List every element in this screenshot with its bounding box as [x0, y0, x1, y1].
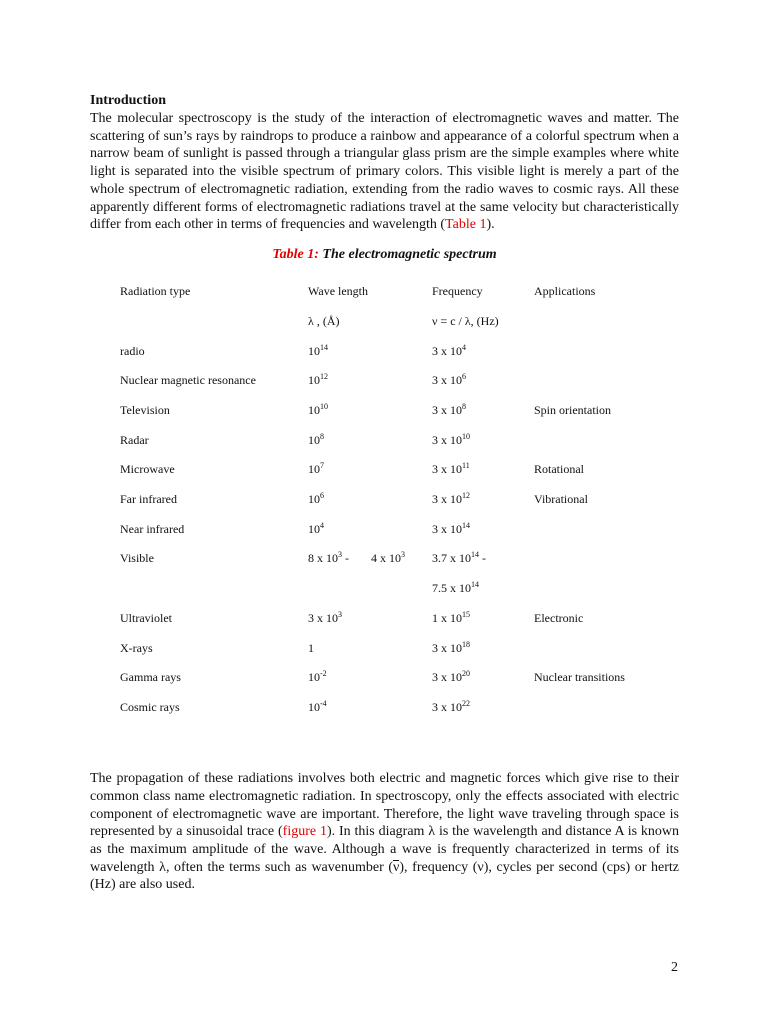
cell-radiation-type — [120, 514, 308, 544]
table-row — [120, 366, 654, 396]
cell-frequency — [432, 663, 534, 693]
cell-applications — [534, 366, 654, 396]
cell-applications — [534, 396, 654, 426]
table-row — [120, 633, 654, 663]
cell-text: 3 x 10 — [432, 462, 462, 477]
cell-applications — [534, 693, 654, 723]
table-row — [120, 425, 654, 455]
cell-wave-length — [308, 485, 432, 515]
page-number: 2 — [671, 960, 678, 975]
cell-text: Cosmic rays — [120, 699, 180, 714]
units-wave-length: λ , (Å) — [308, 313, 340, 328]
propagation-text-a: The propagation of these radiations involves both electric and magnetic forces which give rise to their common class name electromagnetic radiation. In spectroscopy, only the effects associated with electric component of electromagnetic wave are important. Therefore, the light wave traveling through space is represented by a sinusoidal trace ( — [90, 771, 679, 840]
cell-radiation-type — [120, 693, 308, 723]
document-page — [90, 92, 679, 894]
cell-text: 10 — [308, 492, 320, 507]
exponent: 11 — [462, 461, 470, 471]
cell-text: 10 — [308, 343, 320, 358]
exponent: 3 — [401, 550, 405, 560]
table-header-row — [120, 277, 654, 307]
units-applications — [534, 307, 654, 337]
cell-wave-length — [308, 693, 432, 723]
table-row — [120, 336, 654, 366]
exponent: 20 — [462, 669, 470, 679]
cell-text: 10 — [308, 403, 320, 418]
table-row — [120, 693, 654, 723]
cell-radiation-type — [120, 425, 308, 455]
cell-wave-length — [308, 633, 432, 663]
wavenumber-symbol: ν — [393, 859, 400, 875]
table-row — [120, 603, 654, 633]
exponent: 3 — [338, 609, 342, 619]
cell-applications — [534, 336, 654, 366]
cell-frequency — [432, 455, 534, 485]
cell-radiation-type — [120, 455, 308, 485]
cell-applications — [534, 455, 654, 485]
em-spectrum-table — [120, 277, 654, 722]
exponent: 6 — [320, 491, 324, 501]
propagation-text-c: ), frequency (ν), cycles per second (cps) or hertz (Hz) are also used. — [90, 859, 679, 893]
exponent: -2 — [320, 669, 327, 679]
table-row — [120, 485, 654, 515]
cell-text: Far infrared — [120, 492, 177, 507]
cell-frequency — [432, 633, 534, 663]
cell-applications — [534, 603, 654, 633]
cell-applications — [534, 633, 654, 663]
cell-wave-length — [308, 396, 432, 426]
exponent: 22 — [462, 698, 470, 708]
exponent: 14 — [462, 520, 470, 530]
header-radiation-type: Radiation type — [120, 284, 191, 299]
cell-applications — [534, 485, 654, 515]
cell-radiation-type — [120, 544, 308, 574]
cell-text: Microwave — [120, 462, 175, 477]
cell-radiation-type — [120, 603, 308, 633]
cell-frequency — [432, 396, 534, 426]
cell-text: 8 x 10 — [308, 551, 338, 566]
cell-applications — [534, 574, 654, 604]
cell-text: 3 x 10 — [432, 521, 462, 536]
cell-text: Rotational — [534, 462, 584, 477]
cell-text: Vibrational — [534, 492, 588, 507]
cell-wave-length — [308, 366, 432, 396]
header-applications: Applications — [534, 284, 596, 299]
cell-frequency — [432, 603, 534, 633]
exponent: -4 — [320, 698, 327, 708]
cell-text: 1 x 10 — [432, 610, 462, 625]
table-caption-title: The electromagnetic spectrum — [318, 246, 497, 262]
table-row — [120, 663, 654, 693]
cell-text: 1 — [308, 640, 314, 655]
section-heading: Introduction — [90, 93, 166, 108]
cell-frequency — [432, 336, 534, 366]
table-row — [120, 396, 654, 426]
exponent: 4 — [462, 342, 466, 352]
cell-radiation-type — [120, 366, 308, 396]
cell-wave-length — [308, 336, 432, 366]
header-frequency: Frequency — [432, 284, 483, 299]
cell-frequency — [432, 366, 534, 396]
range-dash: - — [342, 551, 349, 566]
table-caption — [90, 247, 679, 263]
cell-radiation-type — [120, 396, 308, 426]
cell-text: 10 — [308, 432, 320, 447]
cell-text: Nuclear transitions — [534, 670, 625, 685]
cell-text: 10 — [308, 462, 320, 477]
cell-text: Near infrared — [120, 521, 185, 536]
cell-wave-length — [308, 574, 432, 604]
exponent: 10 — [320, 402, 328, 412]
exponent: 14 — [320, 342, 328, 352]
cell-frequency — [432, 425, 534, 455]
figure-reference-link[interactable]: figure 1 — [282, 824, 327, 840]
cell-applications — [534, 544, 654, 574]
cell-frequency — [432, 544, 534, 574]
cell-text: 3 x 10 — [432, 343, 462, 358]
cell-applications — [534, 514, 654, 544]
cell-text: Gamma rays — [120, 670, 181, 685]
exponent: 8 — [462, 402, 466, 412]
cell-text: 3 x 10 — [432, 403, 462, 418]
cell-text: 3 x 10 — [432, 640, 462, 655]
cell-wave-length — [308, 514, 432, 544]
exponent: 18 — [462, 639, 470, 649]
cell-frequency — [432, 485, 534, 515]
exponent: 8 — [320, 431, 324, 441]
cell-frequency — [432, 574, 534, 604]
cell-text: 10 — [308, 699, 320, 714]
cell-radiation-type — [120, 485, 308, 515]
exponent: 4 — [320, 520, 324, 530]
cell-text: 3 x 10 — [432, 670, 462, 685]
cell-wave-length — [308, 603, 432, 633]
table-units-row — [120, 307, 654, 337]
propagation-text-b: ). In this diagram λ is the wavelength and distance A is known as the maximum amplitude of the wave. Although a wave is frequently characterized in terms of its wavelength λ, often the terms such as wavenumber ( — [90, 824, 680, 875]
table-row — [120, 544, 654, 574]
cell-radiation-type — [120, 663, 308, 693]
cell-radiation-type — [120, 336, 308, 366]
table-row — [120, 455, 654, 485]
cell-wave-length — [308, 663, 432, 693]
exponent: 7 — [320, 461, 324, 471]
table-row — [120, 574, 654, 604]
exponent: 12 — [462, 491, 470, 501]
cell-text: X-rays — [120, 640, 153, 655]
exponent: 12 — [320, 372, 328, 382]
cell-radiation-type — [120, 633, 308, 663]
cell-text: 10 — [308, 670, 320, 685]
cell-text: Television — [120, 403, 170, 418]
cell-text: - — [479, 551, 486, 566]
exponent: 3 — [338, 550, 342, 560]
cell-applications — [534, 663, 654, 693]
cell-wave-length — [308, 425, 432, 455]
cell-text: 10 — [308, 521, 320, 536]
cell-text: 3 x 10 — [308, 610, 338, 625]
intro-text: The molecular spectroscopy is the study of the interaction of electromagnetic waves and matter. The scattering of sun’s rays by raindrops to produce a rainbow and appearance of a colorful spectrum when a narrow beam of sunlight is passed through a triangular glass prism are the simple examples where white light is separated into the visible spectrum of primary colors. This visible light is merely a part of the whole spectrum of electromagnetic radiation, extending from the radio waves to cosmic rays. All these apparently different forms of electromagnetic radiations travel at the same velocity but characteristically differ from each other in terms of frequencies and wavelength ( — [90, 111, 679, 233]
exponent: 10 — [462, 431, 470, 441]
cell-text: 3 x 10 — [432, 699, 462, 714]
cell-text: Radar — [120, 432, 149, 447]
cell-text: Electronic — [534, 610, 584, 625]
cell-text: 10 — [308, 373, 320, 388]
cell-text: Ultraviolet — [120, 610, 172, 625]
exponent: 14 — [471, 550, 479, 560]
cell-frequency — [432, 693, 534, 723]
cell-frequency — [432, 514, 534, 544]
cell-wave-length — [308, 544, 432, 574]
cell-wave-length — [308, 455, 432, 485]
cell-text: 3 x 10 — [432, 432, 462, 447]
cell-text: 3 x 10 — [432, 373, 462, 388]
intro-tail: ). — [486, 217, 495, 233]
exponent: 6 — [462, 372, 466, 382]
cell-text: 3.7 x 10 — [432, 551, 471, 566]
table-caption-label: Table 1: — [272, 246, 319, 262]
units-frequency: ν = c / λ, (Hz) — [432, 313, 499, 328]
cell-text: Nuclear magnetic resonance — [120, 373, 256, 388]
table-reference-link[interactable]: Table 1 — [445, 217, 487, 233]
cell-text: radio — [120, 343, 145, 358]
table-row — [120, 514, 654, 544]
cell-text: Spin orientation — [534, 403, 611, 418]
cell-text: 3 x 10 — [432, 492, 462, 507]
exponent: 14 — [471, 580, 479, 590]
units-radiation-type — [120, 307, 308, 337]
header-wave-length: Wave length — [308, 284, 369, 299]
cell-text: Visible — [120, 551, 154, 566]
cell-text-range-end: 4 x 10 — [371, 551, 401, 566]
cell-applications — [534, 425, 654, 455]
intro-paragraph — [90, 110, 679, 234]
exponent: 15 — [462, 609, 470, 619]
cell-text: 7.5 x 10 — [432, 581, 471, 596]
propagation-paragraph — [90, 770, 679, 894]
cell-radiation-type — [120, 574, 308, 604]
